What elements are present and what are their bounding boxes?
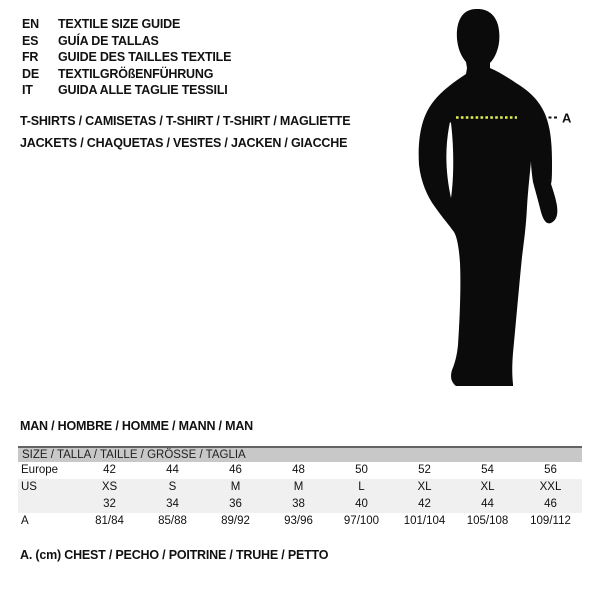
language-code: IT bbox=[22, 83, 33, 97]
measure-label-a: A bbox=[562, 110, 572, 126]
size-cell: M bbox=[230, 481, 241, 493]
language-code: ES bbox=[22, 33, 39, 48]
language-code: EN bbox=[22, 17, 39, 31]
size-cell: 34 bbox=[166, 498, 179, 510]
man-silhouette bbox=[400, 5, 575, 390]
size-cell: 38 bbox=[292, 498, 305, 510]
language-code: DE bbox=[22, 66, 39, 81]
row-label: Europe bbox=[21, 464, 59, 476]
category-line: JACKETS / CHAQUETAS / VESTES / JACKEN / GIACCHE bbox=[20, 136, 348, 150]
size-cell: 44 bbox=[481, 498, 494, 510]
category-line: T-SHIRTS / CAMISETAS / T-SHIRT / T-SHIRT / MAGLIETTE bbox=[20, 114, 351, 128]
size-cell: 93/96 bbox=[284, 515, 313, 527]
table-row bbox=[18, 462, 582, 479]
size-cell: 48 bbox=[292, 464, 305, 476]
size-cell: 40 bbox=[355, 498, 368, 510]
language-row bbox=[22, 16, 231, 33]
size-cell: 109/112 bbox=[530, 515, 571, 527]
table-row bbox=[18, 513, 582, 530]
table-body bbox=[18, 462, 582, 530]
size-cell: 46 bbox=[229, 464, 242, 476]
size-cell: XXL bbox=[539, 481, 562, 493]
size-cell: 89/92 bbox=[221, 515, 250, 527]
language-code: FR bbox=[22, 50, 39, 64]
man-silhouette-body bbox=[419, 9, 558, 386]
size-cell: XL bbox=[417, 481, 432, 493]
footnote: A. (cm) CHEST / PECHO / POITRINE / TRUHE / PETTO bbox=[20, 548, 329, 562]
size-cell: 97/100 bbox=[343, 515, 380, 527]
size-cell: 56 bbox=[544, 464, 557, 476]
size-cell: 52 bbox=[418, 464, 431, 476]
size-cell: 81/84 bbox=[95, 515, 124, 527]
size-cell: 42 bbox=[103, 464, 116, 476]
language-row bbox=[22, 82, 231, 99]
size-cell: 44 bbox=[166, 464, 179, 476]
size-cell: XS bbox=[101, 481, 118, 493]
row-label: A bbox=[21, 515, 29, 527]
language-title: GUÍA DE TALLAS bbox=[58, 33, 159, 48]
language-row bbox=[22, 66, 231, 83]
size-cell: 101/104 bbox=[403, 515, 446, 527]
size-cell: 85/88 bbox=[158, 515, 187, 527]
language-row bbox=[22, 49, 231, 66]
row-label bbox=[18, 496, 78, 513]
size-cell: 32 bbox=[103, 498, 116, 510]
table-row bbox=[18, 479, 582, 496]
language-title: TEXTILE SIZE GUIDE bbox=[58, 17, 181, 31]
table-header: SIZE / TALLA / TAILLE / GRÖSSE / TAGLIA bbox=[18, 446, 582, 462]
size-cell: 50 bbox=[355, 464, 368, 476]
language-list bbox=[22, 16, 231, 99]
size-cell: 54 bbox=[481, 464, 494, 476]
language-title: GUIDA ALLE TAGLIE TESSILI bbox=[58, 83, 228, 97]
size-cell: 46 bbox=[544, 498, 557, 510]
size-cell: 36 bbox=[229, 498, 242, 510]
category-lines bbox=[20, 110, 350, 154]
size-cell: 105/108 bbox=[466, 515, 509, 527]
table-row bbox=[18, 496, 582, 513]
language-row bbox=[22, 33, 231, 50]
section-title: MAN / HOMBRE / HOMME / MANN / MAN bbox=[20, 419, 253, 433]
row-label: US bbox=[21, 481, 37, 493]
size-cell: M bbox=[293, 481, 304, 493]
size-cell: XL bbox=[480, 481, 495, 493]
size-cell: L bbox=[358, 481, 365, 493]
language-title: GUIDE DES TAILLES TEXTILE bbox=[58, 50, 232, 64]
language-title: TEXTILGRÖßENFÜHRUNG bbox=[58, 66, 214, 81]
size-table bbox=[18, 446, 582, 530]
size-cell: 42 bbox=[418, 498, 431, 510]
size-cell: S bbox=[168, 481, 177, 493]
